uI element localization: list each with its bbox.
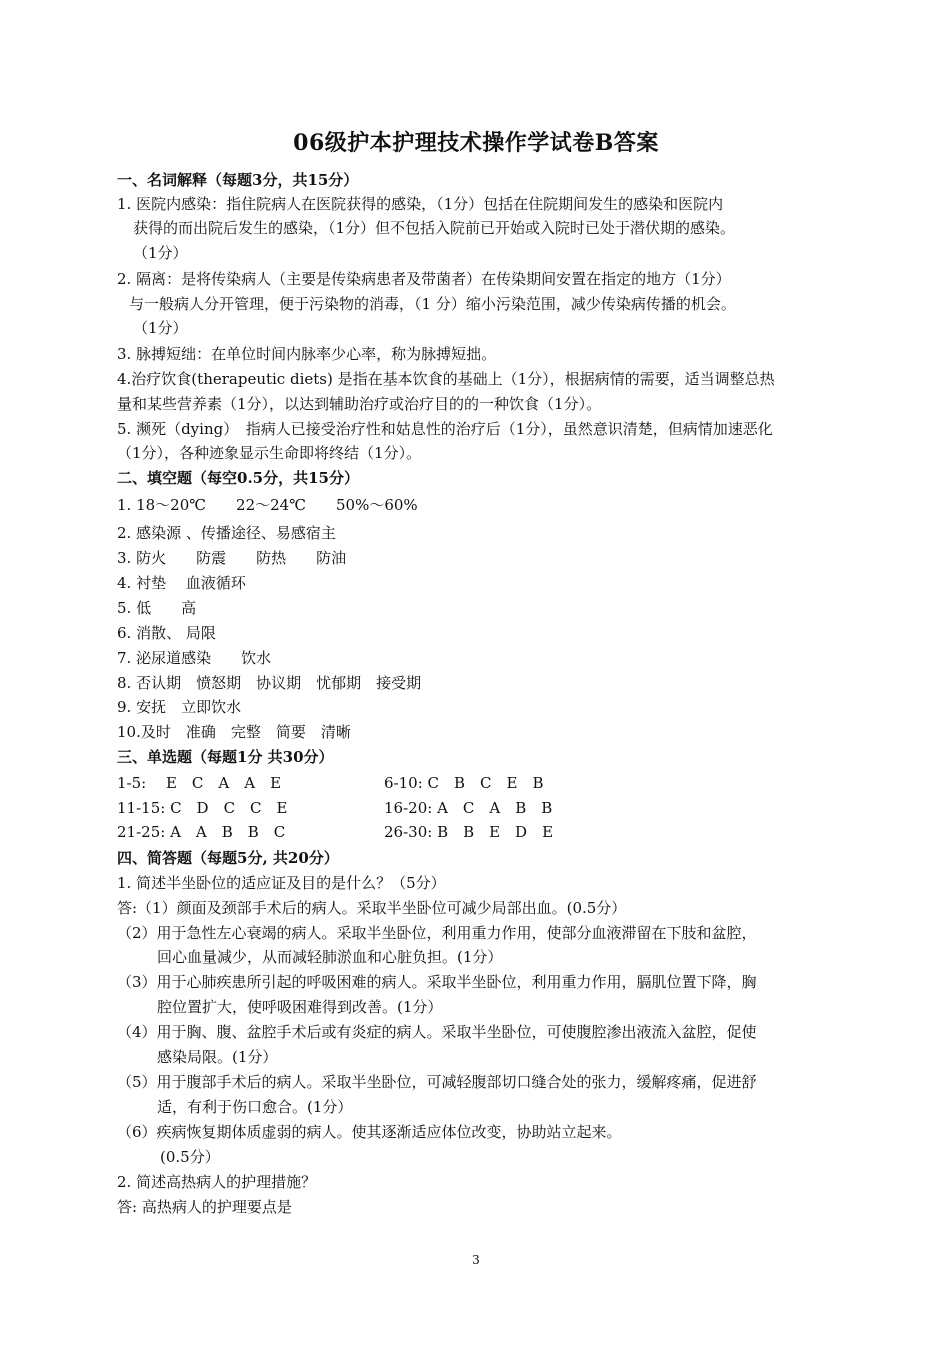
question-line: 1. 简述半坐卧位的适应证及目的是什么？（5分） (117, 874, 446, 892)
text-line: （1分） (133, 244, 188, 262)
section-heading-multiple-choice: 三、单选题（每题1分 共30分） (117, 748, 334, 766)
answer-line: 回心血量减少，从而减轻肺淤血和心脏负担。(1分） (157, 948, 503, 966)
answer-line: 9. 安抚 立即饮水 (117, 698, 242, 716)
text-line: 2. 隔离：是将传染病人（主要是传染病患者及带菌者）在传染期间安置在指定的地方（1分） (117, 270, 731, 288)
choice-answers-right: 16-20: A C A B B (384, 799, 553, 817)
choice-answers-right: 26-30: B B E D E (384, 823, 554, 841)
section-heading-fill-in: 二、填空题（每空0.5分，共15分） (117, 469, 359, 487)
text-line: 获得的而出院后发生的感染，（1分）但不包括入院前已开始或入院时已处于潜伏期的感染。 (133, 219, 736, 237)
document-title: 06级护本护理技术操作学试卷B答案 (293, 130, 659, 156)
answer-line: 答:（1）颜面及颈部手术后的病人。采取半坐卧位可减少局部出血。(0.5分） (117, 899, 627, 917)
choice-answers-left: 21-25: A A B B C (117, 823, 286, 841)
question-line: 2. 简述高热病人的护理措施？ (117, 1173, 317, 1191)
text-line: 与一般病人分开管理，便于污染物的消毒，（1 分）缩小污染范围，减少传染病传播的机会。 (129, 295, 736, 313)
answer-line: 适，有利于伤口愈合。(1分） (157, 1098, 353, 1116)
text-line: （1分），各种迹象显示生命即将终结（1分）。 (117, 444, 422, 462)
choice-answers-left: 11-15: C D C C E (117, 799, 288, 817)
answer-line: （4）用于胸、腹、盆腔手术后或有炎症的病人。采取半坐卧位，可使腹腔渗出液流入盆腔，促使 (117, 1023, 757, 1041)
answer-line: 答: 高热病人的护理要点是 (117, 1198, 292, 1216)
answer-line: 3. 防火 防震 防热 防油 (117, 549, 347, 567)
answer-line: 1. 18～20℃ 22～24℃ 50%～60% (117, 496, 418, 514)
answer-line: (0.5分） (160, 1148, 220, 1166)
answer-line: 2. 感染源 、传播途径、易感宿主 (117, 524, 336, 542)
answer-line: （6）疾病恢复期体质虚弱的病人。使其逐渐适应体位改变，协助站立起来。 (117, 1123, 622, 1141)
text-line: （1分） (133, 319, 188, 337)
text-line: 3. 脉搏短绌：在单位时间内脉率少心率，称为脉搏短拙。 (117, 345, 497, 363)
answer-line: 7. 泌尿道感染 饮水 (117, 649, 272, 667)
answer-line: 感染局限。(1分） (157, 1048, 278, 1066)
section-heading-short-answer: 四、简答题（每题5分, 共20分） (117, 849, 339, 867)
choice-answers-right: 6-10: C B C E B (384, 774, 544, 792)
answer-line: 8. 否认期 愤怒期 协议期 忧郁期 接受期 (117, 674, 422, 692)
answer-line: 5. 低 高 (117, 599, 197, 617)
text-line: 4.治疗饮食(therapeutic diets) 是指在基本饮食的基础上（1分），根据病情的需要，适当调整总热 (117, 370, 775, 388)
section-heading-definitions: 一、名词解释（每题3分，共15分） (117, 171, 359, 189)
answer-line: （3）用于心肺疾患所引起的呼吸困难的病人。采取半坐卧位，利用重力作用，膈肌位置下降，胸 (117, 973, 757, 991)
choice-answers-left: 1-5: E C A A E (117, 774, 282, 792)
text-line: 5. 濒死（dying） 指病人已接受治疗性和姑息性的治疗后（1分），虽然意识清楚，但病情加速恶化 (117, 420, 773, 438)
answer-line: 4. 衬垫 血液循环 (117, 574, 246, 592)
answer-line: 6. 消散、 局限 (117, 624, 216, 642)
answer-line: （5）用于腹部手术后的病人。采取半坐卧位，可减轻腹部切口缝合处的张力，缓解疼痛，促进舒 (117, 1073, 757, 1091)
text-line: 量和某些营养素（1分），以达到辅助治疗或治疗目的的一种饮食（1分）。 (117, 395, 602, 413)
page-number: 3 (472, 1253, 480, 1267)
answer-line: （2）用于急性左心衰竭的病人。采取半坐卧位，利用重力作用，使部分血液滞留在下肢和盆腔， (117, 924, 757, 942)
text-line: 1. 医院内感染：指住院病人在医院获得的感染，（1分）包括在住院期间发生的感染和医院内 (117, 195, 724, 213)
answer-line: 10.及时 准确 完整 简要 清晰 (117, 723, 351, 741)
answer-line: 腔位置扩大，使呼吸困难得到改善。(1分） (157, 998, 443, 1016)
